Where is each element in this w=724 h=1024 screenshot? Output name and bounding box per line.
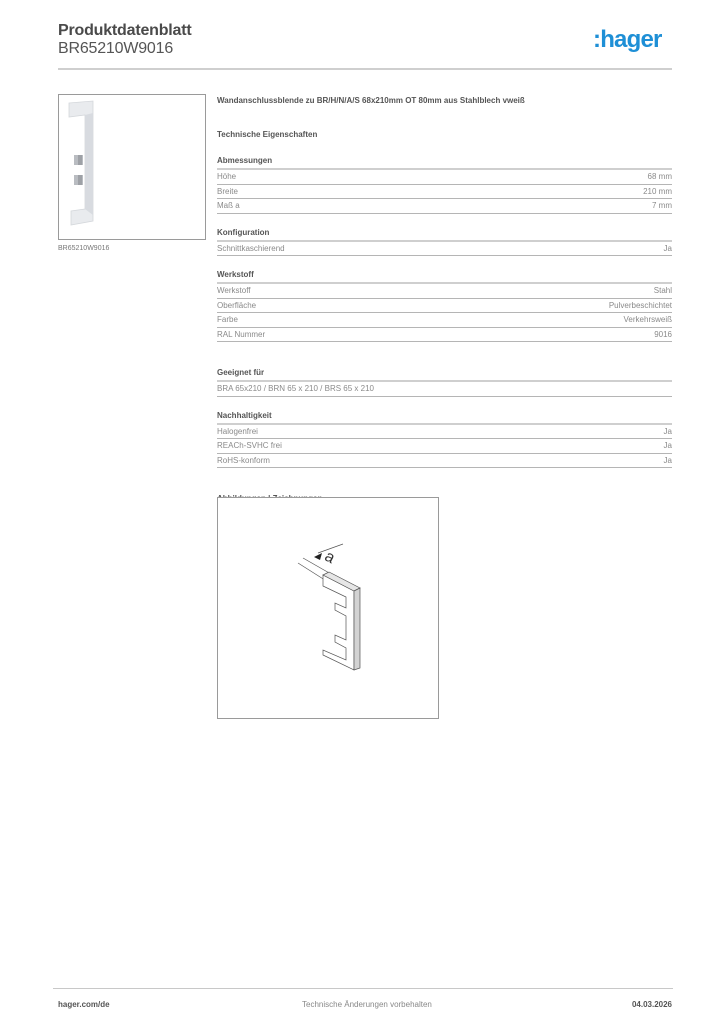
section-configuration	[217, 228, 672, 257]
table-row	[217, 284, 672, 299]
row-label: Halogenfrei	[217, 426, 258, 436]
row-label: REACh-SVHC frei	[217, 441, 282, 451]
dimension-label: a	[321, 547, 338, 568]
row-value: Ja	[663, 441, 672, 451]
row-label: RAL Nummer	[217, 329, 266, 339]
row-value: 68 mm	[647, 172, 672, 182]
row-value: Pulverbeschichtet	[608, 300, 672, 310]
row-label: BRA 65x210 / BRN 65 x 210 / BRS 65 x 210	[217, 384, 374, 394]
table-row	[217, 439, 672, 454]
row-value: 7 mm	[652, 201, 672, 211]
dimension-drawing-icon	[218, 498, 438, 718]
row-value: Ja	[663, 243, 672, 253]
row-value: 9016	[654, 329, 672, 339]
product-description: Wandanschlussblende zu BR/H/N/A/S 68x210mm OT 80mm aus Stahlblech vweiß	[217, 96, 525, 105]
table-row	[217, 170, 672, 185]
section-title: Nachhaltigkeit	[217, 411, 672, 425]
section-title: Konfiguration	[217, 228, 672, 242]
row-label: Breite	[217, 186, 238, 196]
technical-properties-heading: Technische Eigenschaften	[217, 130, 318, 139]
row-value: Stahl	[653, 286, 672, 296]
footer-date: 04.03.2026	[631, 1000, 672, 1009]
section-title: Werkstoff	[217, 270, 672, 284]
hager-logo: :hager	[593, 26, 662, 53]
row-value: Verkehrsweiß	[623, 315, 672, 325]
section-suitable-for	[217, 368, 672, 397]
section-title: Abmessungen	[217, 156, 672, 170]
header-divider	[58, 68, 672, 70]
article-number: BR65210W9016	[58, 40, 174, 57]
table-row	[217, 242, 672, 257]
row-label: Oberfläche	[217, 300, 257, 310]
footer-disclaimer: Technische Änderungen vorbehalten	[302, 1000, 432, 1009]
technical-drawing	[217, 497, 439, 719]
table-row	[217, 299, 672, 314]
section-sustainability	[217, 411, 672, 469]
section-title: Geeignet für	[217, 368, 672, 382]
table-row	[217, 185, 672, 200]
footer-website-link[interactable]: hager.com/de	[58, 1000, 110, 1009]
row-label: Höhe	[217, 172, 237, 182]
footer-divider	[53, 988, 673, 989]
row-label: Schnittkaschierend	[217, 243, 285, 253]
row-value: Ja	[663, 455, 672, 465]
product-thumbnail	[58, 94, 206, 240]
page-title: Produktdatenblatt	[58, 22, 192, 39]
thumbnail-caption: BR65210W9016	[58, 245, 110, 252]
product-details	[217, 96, 672, 503]
table-row	[217, 425, 672, 440]
product-image-icon	[59, 95, 205, 239]
table-row	[217, 454, 672, 469]
table-row	[217, 313, 672, 328]
section-material	[217, 270, 672, 342]
row-label: Werkstoff	[217, 286, 251, 296]
section-dimensions	[217, 156, 672, 214]
table-row	[217, 199, 672, 214]
row-value: Ja	[663, 426, 672, 436]
table-row	[217, 328, 672, 343]
row-label: Farbe	[217, 315, 238, 325]
row-value: 210 mm	[643, 186, 672, 196]
row-label: Maß a	[217, 201, 240, 211]
table-row	[217, 382, 672, 397]
row-label: RoHS-konform	[217, 455, 270, 465]
